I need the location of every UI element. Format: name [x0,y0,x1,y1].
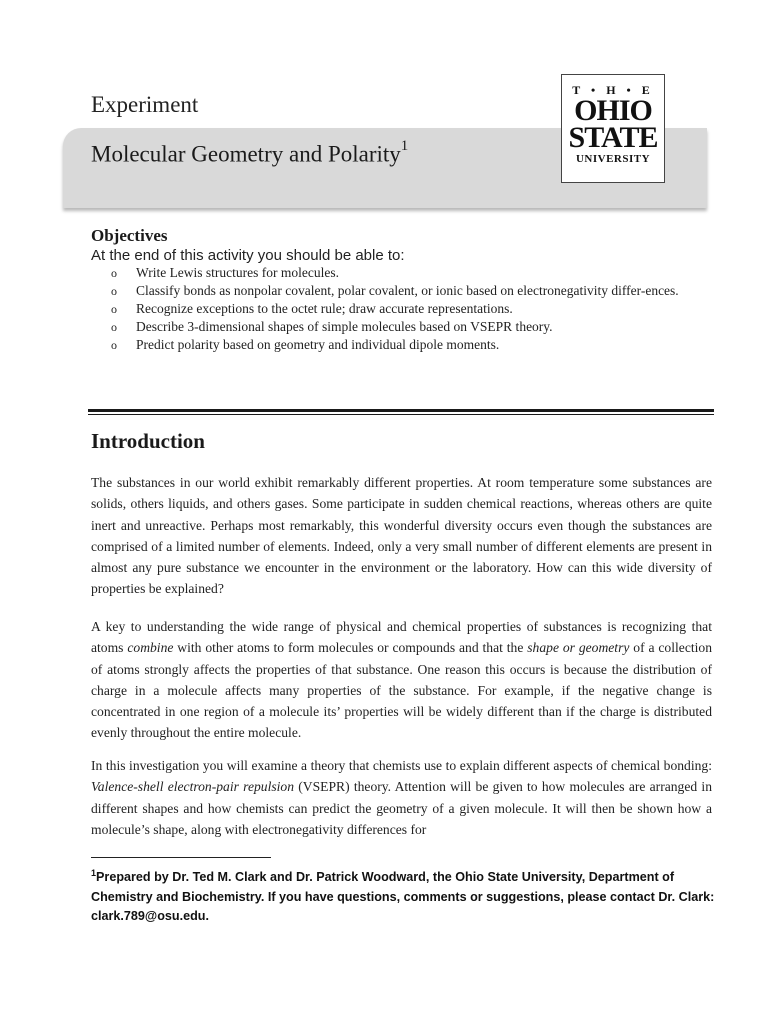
footnote-mark: 1 [91,868,97,878]
footnote [91,864,716,927]
objectives-intro: At the end of this activity you should be able to: [91,247,405,264]
footnote-rule [91,857,271,858]
p3-italic-vsepr: Valence-shell electron-pair repulsion [91,779,295,795]
objective-text: Recognize exceptions to the octet rule; draw accurate representations. [136,301,513,316]
logo-university: UNIVERSITY [575,153,651,165]
objectives-list [91,264,711,354]
bullet-icon: o [111,338,117,352]
p2-text-a: A key to understanding the wide range of physical and chemical properties of substances is recognizing that atoms [91,619,712,656]
intro-paragraph-2 [91,616,712,744]
page-title-text: Molecular Geometry and Polarity [91,141,401,167]
bullet-icon: o [111,284,117,298]
intro-paragraph-3 [91,755,712,840]
p3-text-c: (VSEPR) theory. Attention will be given to how molecules are arranged in different shapes and how chemists can predict the geometry of a given molecule. It will then be shown how a molecule’s shape, along with electronegativity differences for [91,779,712,837]
objective-item [91,282,711,300]
intro-paragraph-1: The substances in our world exhibit remarkably different properties. At room temperature some substances are solids, others liquids, and others gases. Some participate in sudden chemical reactions, whereas others are quite inert and unreactive. Perhaps most remarkably, this wonderful diversity occurs even though the substances are comprised of a limited number of elements. Indeed, only a very small number of different elements are present in almost any pure substance we encounter in the environment or the laboratory. How can this wide diversity of properties be explained? [91,475,712,597]
objectives-heading: Objectives [91,226,168,245]
logo-the: T • H • E [572,83,654,97]
page-title [91,138,409,168]
footnote-text: Prepared by Dr. Ted M. Clark and Dr. Patrick Woodward, the Ohio State University, Department of Chemistry and Biochemistry. If you have questions, comments or suggestions, please contact Dr. Clark: clark.789@osu.edu. [91,870,715,924]
bullet-icon: o [111,266,117,280]
objective-item [91,318,711,336]
objective-text: Describe 3-dimensional shapes of simple molecules based on VSEPR theory. [136,319,553,334]
bullet-icon: o [111,302,117,316]
logo-state: STATE [568,121,658,154]
p3-text-a: In this investigation you will examine a theory that chemists use to explain different aspects of chemical bonding: [91,758,712,773]
p2-text-e: of a collection of atoms strongly affects the properties of that substance. One reason this occurs is because the distribution of charge in a molecule affects many properties of the substance. For example, if the negative change is concentrated in one region of a molecule its’ properties will be widely different than if the charge is distributed evenly throughout the entire molecule. [91,640,712,741]
objective-item [91,264,711,282]
objective-text: Predict polarity based on geometry and individual dipole moments. [136,337,500,352]
title-footnote-mark: 1 [400,138,409,154]
section-divider-thick [88,409,714,412]
section-divider-thin [88,414,714,415]
logo-ohio: OHIO [574,94,652,127]
p2-italic-shape: shape or geometry [527,640,630,656]
bullet-icon: o [111,320,117,334]
objective-item [91,300,711,318]
objective-text: Classify bonds as nonpolar covalent, polar covalent, or ionic based on electronegativity differ-ences. [136,283,679,298]
introduction-heading: Introduction [91,429,205,453]
p2-text-c: with other atoms to form molecules or compounds and that the [173,640,528,656]
objective-item [91,336,711,354]
experiment-label: Experiment [91,92,199,117]
ohio-state-logo [561,74,665,183]
p2-italic-combine: combine [127,640,174,656]
objective-text: Write Lewis structures for molecules. [136,265,340,280]
